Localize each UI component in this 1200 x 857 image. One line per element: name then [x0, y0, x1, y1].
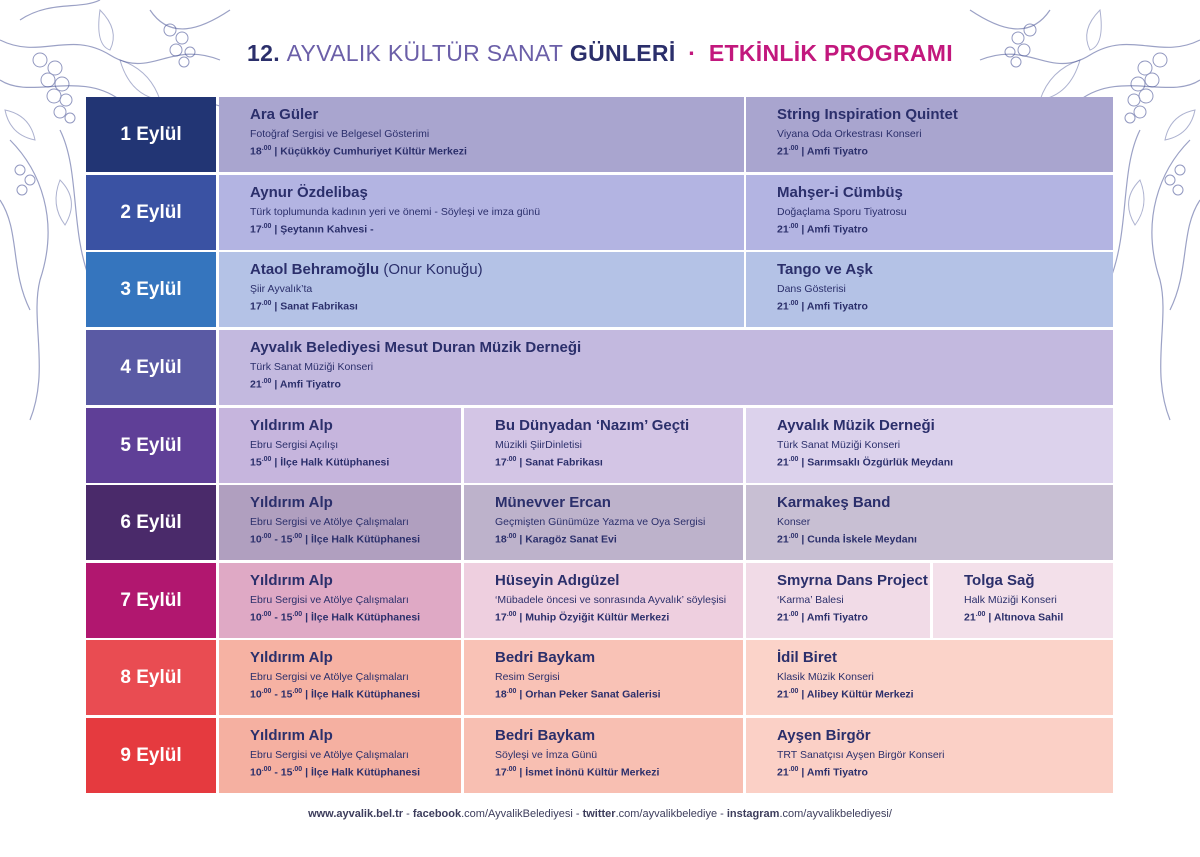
event-venue: Sanat Fabrikası	[525, 456, 603, 469]
event-time-venue: $10^{.00} - 15^{.00}$ | İlçe Halk Kütüphanesi	[250, 611, 421, 624]
event-description: Ebru Sergisi ve Atölye Çalışmaları	[250, 594, 409, 606]
event-end-hour: 15	[280, 533, 293, 546]
event-cell	[219, 175, 744, 250]
twitter-link[interactable]	[583, 808, 718, 820]
event-title: Bu Dünyadan ‘Nazım’ Geçti	[495, 417, 690, 434]
event-time-venue: $21^{.00}$ | Alibey Kültür Merkezi	[777, 688, 914, 701]
event-description: ‘Mübadele öncesi ve sonrasında Ayvalık’ söyleşisi	[495, 594, 727, 606]
event-cell	[219, 330, 1113, 405]
event-venue: Orhan Peker Sanat Galerisi	[525, 688, 661, 701]
event-description: Türk Sanat Müziği Konseri	[777, 439, 901, 451]
twitter-path: .com/ayvalikbelediye	[615, 808, 718, 820]
event-hour: 17	[250, 300, 262, 313]
event-venue: Sanat Fabrikası	[280, 300, 358, 313]
event-minutes: .00	[788, 766, 799, 773]
event-end-hour: 15	[280, 766, 293, 779]
event-cell	[464, 408, 743, 483]
event-time-venue: $21^{.00}$ | Sarımsaklı Özgürlük Meydanı	[777, 456, 954, 469]
day-label: 6 Eylül	[86, 485, 216, 560]
event-cell	[464, 640, 743, 715]
event-description: Ebru Sergisi ve Atölye Çalışmaları	[250, 749, 409, 761]
event-hour: 10	[250, 688, 262, 701]
event-name	[495, 572, 743, 589]
event-minutes: .00	[788, 223, 799, 230]
schedule-row	[86, 408, 1114, 483]
event-name	[250, 494, 461, 511]
event-venue: Amfi Tiyatro	[279, 378, 341, 391]
event-title: Karmakeş Band	[777, 494, 891, 511]
title-word-3: SANAT	[486, 40, 564, 66]
event-venue: İlçe Halk Kütüphanesi	[280, 456, 390, 469]
event-description: Viyana Oda Orkestrası Konseri	[777, 128, 922, 140]
event-time-venue: $21^{.00}$ | Amfi Tiyatro	[777, 300, 868, 313]
day-label: 4 Eylül	[86, 330, 216, 405]
event-description: Fotoğraf Sergisi ve Belgesel Gösterimi	[250, 128, 430, 140]
event-venue: İlçe Halk Kütüphanesi	[310, 611, 421, 624]
event-name	[250, 106, 744, 123]
event-end-minutes: .00	[292, 611, 303, 618]
event-description: Halk Müziği Konseri	[964, 594, 1057, 606]
event-hour: 10	[250, 533, 262, 546]
day-label: 8 Eylül	[86, 640, 216, 715]
event-cell	[464, 563, 743, 638]
event-minutes: .00	[261, 533, 272, 540]
event-name	[777, 417, 1113, 434]
event-hour: 21	[777, 533, 789, 546]
event-title: Münevver Ercan	[495, 494, 611, 511]
event-cell	[746, 718, 1113, 793]
event-name	[777, 649, 1113, 666]
event-time-venue: $18^{.00}$ | Orhan Peker Sanat Galerisi	[495, 688, 661, 701]
schedule-row	[86, 330, 1114, 405]
event-name	[250, 261, 744, 278]
day-label: 9 Eylül	[86, 718, 216, 793]
event-hour: 10	[250, 766, 262, 779]
event-venue: İlçe Halk Kütüphanesi	[310, 766, 421, 779]
event-title: İdil Biret	[777, 649, 838, 666]
event-cell	[746, 252, 1113, 327]
event-name	[250, 572, 461, 589]
schedule-row	[86, 485, 1114, 560]
event-time-venue: $21^{.00}$ | Amfi Tiyatro	[777, 145, 868, 158]
title-word-2: KÜLTÜR	[387, 40, 481, 66]
schedule-row	[86, 175, 1114, 250]
page-title	[0, 40, 1200, 67]
event-name	[777, 184, 1113, 201]
event-name	[777, 494, 1113, 511]
event-time-venue: $17^{.00}$ | Sanat Fabrikası	[495, 456, 603, 469]
event-description: Söyleşi ve İmza Günü	[495, 749, 598, 761]
day-label: 5 Eylül	[86, 408, 216, 483]
event-time-venue: $17^{.00}$ | Şeytanın Kahvesi -	[250, 223, 374, 236]
event-description: Ebru Sergisi ve Atölye Çalışmaları	[250, 516, 409, 528]
schedule-row	[86, 563, 1114, 638]
title-word-1: AYVALIK	[286, 40, 382, 66]
instagram-path: .com/ayvalikbelediyesi/	[779, 808, 892, 820]
event-title: Ayvalık Belediyesi Mesut Duran Müzik Derneği	[250, 339, 582, 356]
event-minutes: .00	[506, 456, 517, 463]
event-cell	[219, 640, 461, 715]
event-end-hour: 15	[280, 611, 293, 624]
event-venue: Şeytanın Kahvesi -	[280, 223, 374, 236]
event-hour: 10	[250, 611, 262, 624]
footer-separator: -	[717, 808, 727, 820]
facebook-path: .com/AyvalikBelediyesi	[461, 808, 573, 820]
event-venue: İlçe Halk Kütüphanesi	[310, 533, 421, 546]
day-label: 7 Eylül	[86, 563, 216, 638]
facebook-link[interactable]	[413, 808, 573, 820]
event-title: Ayşen Birgör	[777, 727, 871, 744]
event-title: Aynur Özdelibaş	[250, 184, 368, 201]
event-hour: 15	[250, 456, 262, 469]
event-name	[777, 106, 1113, 123]
footer-separator: -	[572, 808, 583, 820]
event-description: ‘Karma’ Balesi	[777, 594, 844, 606]
event-minutes: .00	[261, 145, 272, 152]
event-cell	[219, 485, 461, 560]
event-time-venue: $21^{.00}$ | Cunda İskele Meydanı	[777, 533, 917, 546]
event-title: Yıldırım Alp	[250, 494, 333, 511]
event-minutes: .00	[261, 611, 272, 618]
event-venue: Amfi Tiyatro	[806, 766, 868, 779]
event-title: Ataol Behramoğlu	[250, 261, 380, 278]
event-minutes: .00	[506, 688, 517, 695]
event-minutes: .00	[788, 688, 799, 695]
event-minutes: .00	[261, 378, 272, 385]
event-minutes: .00	[506, 766, 517, 773]
event-title: Yıldırım Alp	[250, 572, 333, 589]
event-description: Konser	[777, 516, 811, 528]
event-cell	[746, 563, 930, 638]
event-hour: 21	[777, 145, 789, 158]
event-venue: Altınova Sahil	[993, 611, 1064, 624]
event-time-venue: $18^{.00}$ | Küçükköy Cumhuriyet Kültür Merkezi	[250, 145, 467, 158]
event-name	[250, 417, 461, 434]
event-time-venue: $21^{.00}$ | Amfi Tiyatro	[777, 223, 868, 236]
event-minutes: .00	[975, 611, 986, 618]
event-venue: İlçe Halk Kütüphanesi	[310, 688, 421, 701]
event-title: Smyrna Dans Project	[777, 572, 928, 589]
title-word-4: GÜNLERİ	[569, 40, 676, 66]
event-title-note: (Onur Konuğu)	[379, 261, 483, 278]
event-venue: Cunda İskele Meydanı	[807, 533, 917, 546]
event-venue: Küçükköy Cumhuriyet Kültür Merkezi	[280, 145, 467, 158]
event-time-venue: $21^{.00}$ | Amfi Tiyatro	[777, 766, 868, 779]
event-title: Tango ve Aşk	[777, 261, 873, 278]
event-hour: 21	[777, 766, 789, 779]
event-title: Mahşer-i Cümbüş	[777, 184, 903, 201]
event-minutes: .00	[506, 611, 517, 618]
event-cell	[746, 485, 1113, 560]
schedule-row	[86, 252, 1114, 327]
event-title: Ara Güler	[250, 106, 319, 123]
event-description: Ebru Sergisi ve Atölye Çalışmaları	[250, 671, 409, 683]
schedule-row	[86, 97, 1114, 172]
facebook-label: facebook	[412, 808, 462, 820]
event-cell	[933, 563, 1113, 638]
event-hour: 21	[250, 378, 262, 391]
event-description: Dans Gösterisi	[777, 283, 846, 295]
event-end-minutes: .00	[292, 766, 303, 773]
event-venue: Amfi Tiyatro	[806, 223, 868, 236]
event-hour: 17	[495, 456, 507, 469]
event-time-venue: $17^{.00}$ | Sanat Fabrikası	[250, 300, 358, 313]
event-minutes: .00	[788, 145, 799, 152]
event-title: Yıldırım Alp	[250, 417, 333, 434]
event-hour: 17	[495, 611, 507, 624]
event-minutes: .00	[261, 223, 272, 230]
event-minutes: .00	[788, 611, 799, 618]
event-cell	[219, 563, 461, 638]
website-link[interactable]: www.ayvalik.bel.tr	[308, 808, 404, 820]
event-hour: 17	[495, 766, 507, 779]
event-time-venue: $15^{.00}$ | İlçe Halk Kütüphanesi	[250, 456, 390, 469]
event-description: Müzikli ŞiirDinletisi	[495, 439, 582, 451]
day-label: 3 Eylül	[86, 252, 216, 327]
event-cell	[219, 718, 461, 793]
event-minutes: .00	[261, 300, 272, 307]
event-end-minutes: .00	[292, 533, 303, 540]
event-time-venue: $17^{.00}$ | İsmet İnönü Kültür Merkezi	[495, 766, 660, 779]
event-hour: 21	[777, 300, 789, 313]
event-venue: Karagöz Sanat Evi	[525, 533, 617, 546]
event-cell	[746, 97, 1113, 172]
event-description: Doğaçlama Sporu Tiyatrosu	[777, 206, 907, 218]
event-hour: 18	[250, 145, 262, 158]
event-cell	[746, 640, 1113, 715]
twitter-label: twitter	[582, 808, 616, 820]
event-hour: 21	[777, 688, 789, 701]
event-name	[777, 572, 930, 589]
instagram-label: instagram	[726, 808, 780, 820]
event-venue: Muhip Özyiğit Kültür Merkezi	[525, 611, 670, 624]
title-subtitle: ETKİNLİK PROGRAMI	[708, 40, 953, 66]
day-label: 1 Eylül	[86, 97, 216, 172]
event-cell	[464, 485, 743, 560]
day-label: 2 Eylül	[86, 175, 216, 250]
event-description: Ebru Sergisi Açılışı	[250, 439, 339, 451]
event-venue: Amfi Tiyatro	[806, 145, 868, 158]
event-name	[495, 649, 743, 666]
event-cell	[464, 718, 743, 793]
event-title: Yıldırım Alp	[250, 727, 333, 744]
event-minutes: .00	[261, 456, 272, 463]
event-time-venue: $10^{.00} - 15^{.00}$ | İlçe Halk Kütüphanesi	[250, 688, 421, 701]
event-description: Şiir Ayvalık’ta	[250, 283, 313, 295]
event-time-venue: $10^{.00} - 15^{.00}$ | İlçe Halk Kütüphanesi	[250, 766, 421, 779]
event-title: Ayvalık Müzik Derneği	[777, 417, 935, 434]
event-description: Türk Sanat Müziği Konseri	[250, 361, 374, 373]
event-minutes: .00	[788, 533, 799, 540]
event-hour: 21	[964, 611, 976, 624]
event-hour: 21	[777, 611, 789, 624]
event-name	[250, 339, 1113, 356]
event-name	[777, 727, 1113, 744]
event-hour: 21	[777, 223, 789, 236]
event-minutes: .00	[788, 456, 799, 463]
schedule-row	[86, 640, 1114, 715]
event-description: Geçmişten Günümüze Yazma ve Oya Sergisi	[495, 516, 706, 528]
title-separator: ·	[688, 40, 697, 66]
event-cell	[219, 252, 744, 327]
event-description: Resim Sergisi	[495, 671, 560, 683]
event-cell	[219, 97, 744, 172]
event-description: Türk toplumunda kadının yeri ve önemi - Söyleşi ve imza günü	[250, 206, 541, 218]
event-name	[250, 184, 744, 201]
event-time-venue: $18^{.00}$ | Karagöz Sanat Evi	[495, 533, 617, 546]
event-title: String Inspiration Quintet	[777, 106, 958, 123]
event-hour: 18	[495, 688, 507, 701]
instagram-link[interactable]	[727, 808, 892, 820]
event-minutes: .00	[261, 688, 272, 695]
event-time-venue: $10^{.00} - 15^{.00}$ | İlçe Halk Kütüphanesi	[250, 533, 421, 546]
event-minutes: .00	[506, 533, 517, 540]
event-description: Klasik Müzik Konseri	[777, 671, 874, 683]
event-hour: 17	[250, 223, 262, 236]
event-title: Bedri Baykam	[495, 727, 596, 744]
event-venue: Sarımsaklı Özgürlük Meydanı	[807, 456, 954, 469]
event-time-venue: $21^{.00}$ | Amfi Tiyatro	[250, 378, 341, 391]
event-hour: 21	[777, 456, 789, 469]
title-number: 12.	[247, 40, 280, 66]
event-venue: Amfi Tiyatro	[806, 300, 868, 313]
event-name	[495, 494, 743, 511]
event-name	[777, 261, 1113, 278]
event-minutes: .00	[261, 766, 272, 773]
event-name	[495, 417, 743, 434]
event-end-minutes: .00	[292, 688, 303, 695]
event-end-hour: 15	[280, 688, 293, 701]
event-cell	[746, 175, 1113, 250]
event-venue: Amfi Tiyatro	[806, 611, 868, 624]
event-name	[964, 572, 1113, 589]
event-name	[495, 727, 743, 744]
event-title: Bedri Baykam	[495, 649, 596, 666]
event-name	[250, 649, 461, 666]
event-name	[250, 727, 461, 744]
event-time-venue: $21^{.00}$ | Altınova Sahil	[964, 611, 1064, 624]
event-description: TRT Sanatçısı Ayşen Birgör Konseri	[777, 749, 945, 761]
footer-links	[0, 808, 1200, 820]
footer-separator: -	[403, 808, 413, 820]
event-venue: İsmet İnönü Kültür Merkezi	[525, 766, 660, 779]
event-time-venue: $17^{.00}$ | Muhip Özyiğit Kültür Merkezi	[495, 611, 670, 624]
schedule-row	[86, 718, 1114, 793]
event-cell	[219, 408, 461, 483]
event-venue: Alibey Kültür Merkezi	[806, 688, 914, 701]
event-title: Hüseyin Adıgüzel	[495, 572, 620, 589]
event-title: Yıldırım Alp	[250, 649, 333, 666]
event-minutes: .00	[788, 300, 799, 307]
event-time-venue: $21^{.00}$ | Amfi Tiyatro	[777, 611, 868, 624]
event-hour: 18	[495, 533, 507, 546]
event-cell	[746, 408, 1113, 483]
event-title: Tolga Sağ	[964, 572, 1035, 589]
